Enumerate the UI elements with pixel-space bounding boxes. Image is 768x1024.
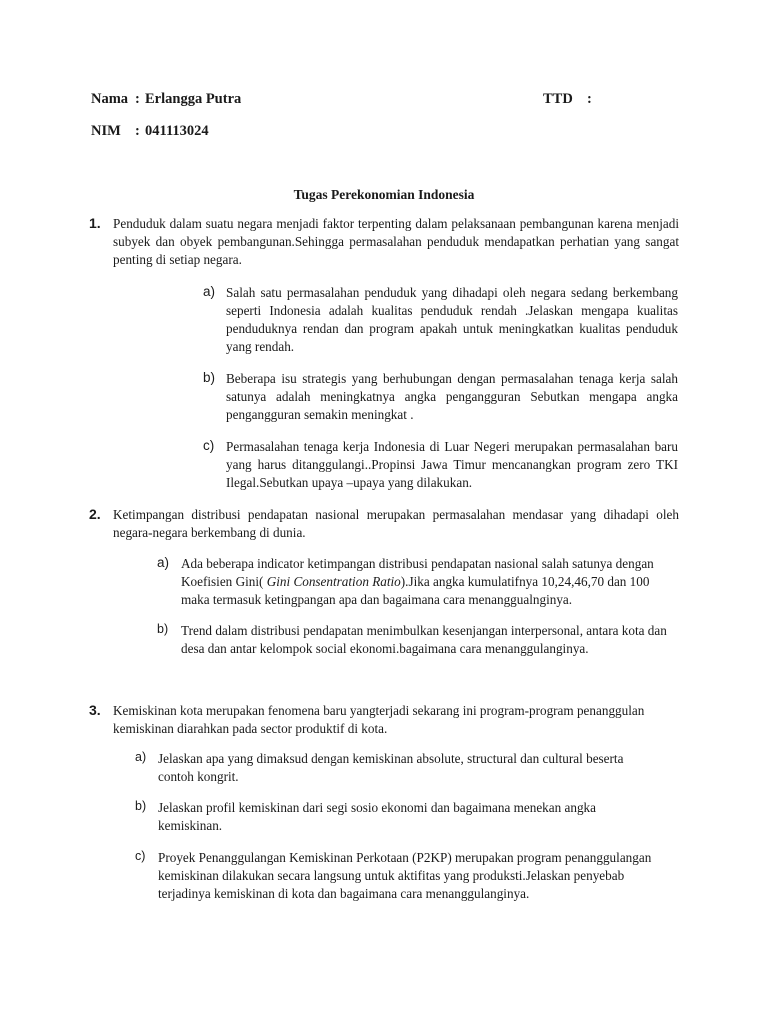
item-text: Permasalahan tenaga kerja Indonesia di Luar Negeri merupakan permasalahan baru yang harus ditanggulangi..Propinsi Jawa Timur mencanangkan program zero TKI Ilegal.Sebutkan upaya –upaya yang dilakukan. [226,439,678,490]
signature-separator: : [587,91,592,107]
question-text: Penduduk dalam suatu negara menjadi faktor terpenting dalam pelaksanaan pembangunan karena menjadi subyek dan obyek pembangunan.Sehingga permasalahan penduduk mendapatkan perhatian yang sangat penting di setiap negara. [113,216,679,267]
question-text: Ketimpangan distribusi pendapatan nasional merupakan permasalahan mendasar yang dihadapi oleh negara-negara berkembang di dunia. [113,507,679,540]
item-label: b) [203,370,216,385]
item-text: Ada beberapa indicator ketimpangan distribusi pendapatan nasional salah satunya dengan Koefisien Gini( Gini Consentration Ratio).Jika angka kumulatifnya 10,24,46,70 dan 100 maka termasuk ketingpangan apa dan bagaimana cara menanggualnginya. [181,556,654,607]
nim-separator: : [135,123,140,139]
signature-label: TTD [543,91,573,107]
student-name: Erlangga Putra [145,91,242,107]
item-text: Salah satu permasalahan penduduk yang dihadapi oleh negara sedang berkembang seperti Indonesia adalah kualitas penduduk rendah .Jelaskan mengapa kualitas penduduknya rendan dan program apakah untuk meningkatkan kualitas penduduk yang rendah. [226,285,678,354]
item-text: Jelaskan apa yang dimaksud dengan kemiskinan absolute, structural dan cultural beserta contoh kongrit. [158,751,624,784]
italic-term: Gini Consentration Ratio [266,574,401,589]
nim-value: 041113024 [145,123,209,139]
item-text: Proyek Penanggulangan Kemiskinan Perkotaan (P2KP) merupakan program penanggulangan kemiskinan dilakukan secara langsung untuk aktifitas yang produksti.Jelaskan penyebab terjadinya kemiskinan di kota dan bagaimana cara menanggulanginya. [158,850,652,901]
item-label: a) [135,750,147,764]
question-text: Kemiskinan kota merupakan fenomena baru yangterjadi sekarang ini program-program penanggulan kemiskinan diarahkan pada sector produktif di kota. [113,703,645,736]
question-number: 1. [89,215,101,231]
item-text: Beberapa isu strategis yang berhubungan dengan permasalahan tenaga kerja salah satunya adalah meningkatnya angka pengangguran Sebutkan mengapa angka pengangguran semakin meningkat . [226,371,678,422]
item-label: b) [157,622,169,636]
item-label: a) [157,555,170,570]
name-label: Nama [91,91,129,107]
item-text: Jelaskan profil kemiskinan dari segi sosio ekonomi dan bagaimana menekan angka kemiskinan. [158,800,596,833]
question-number: 2. [89,506,101,522]
item-label: a) [203,284,216,299]
name-separator: : [135,91,140,107]
nim-label: NIM [91,123,121,139]
item-label: c) [203,438,215,453]
item-label: c) [135,849,146,863]
item-text: Trend dalam distribusi pendapatan menimbulkan kesenjangan interpersonal, antara kota dan desa dan antar kelompok social ekonomi.bagaimana cara menanggulanginya. [181,623,667,656]
document-title: Tugas Perekonomian Indonesia [293,187,475,202]
question-number: 3. [89,702,101,718]
item-label: b) [135,799,147,813]
